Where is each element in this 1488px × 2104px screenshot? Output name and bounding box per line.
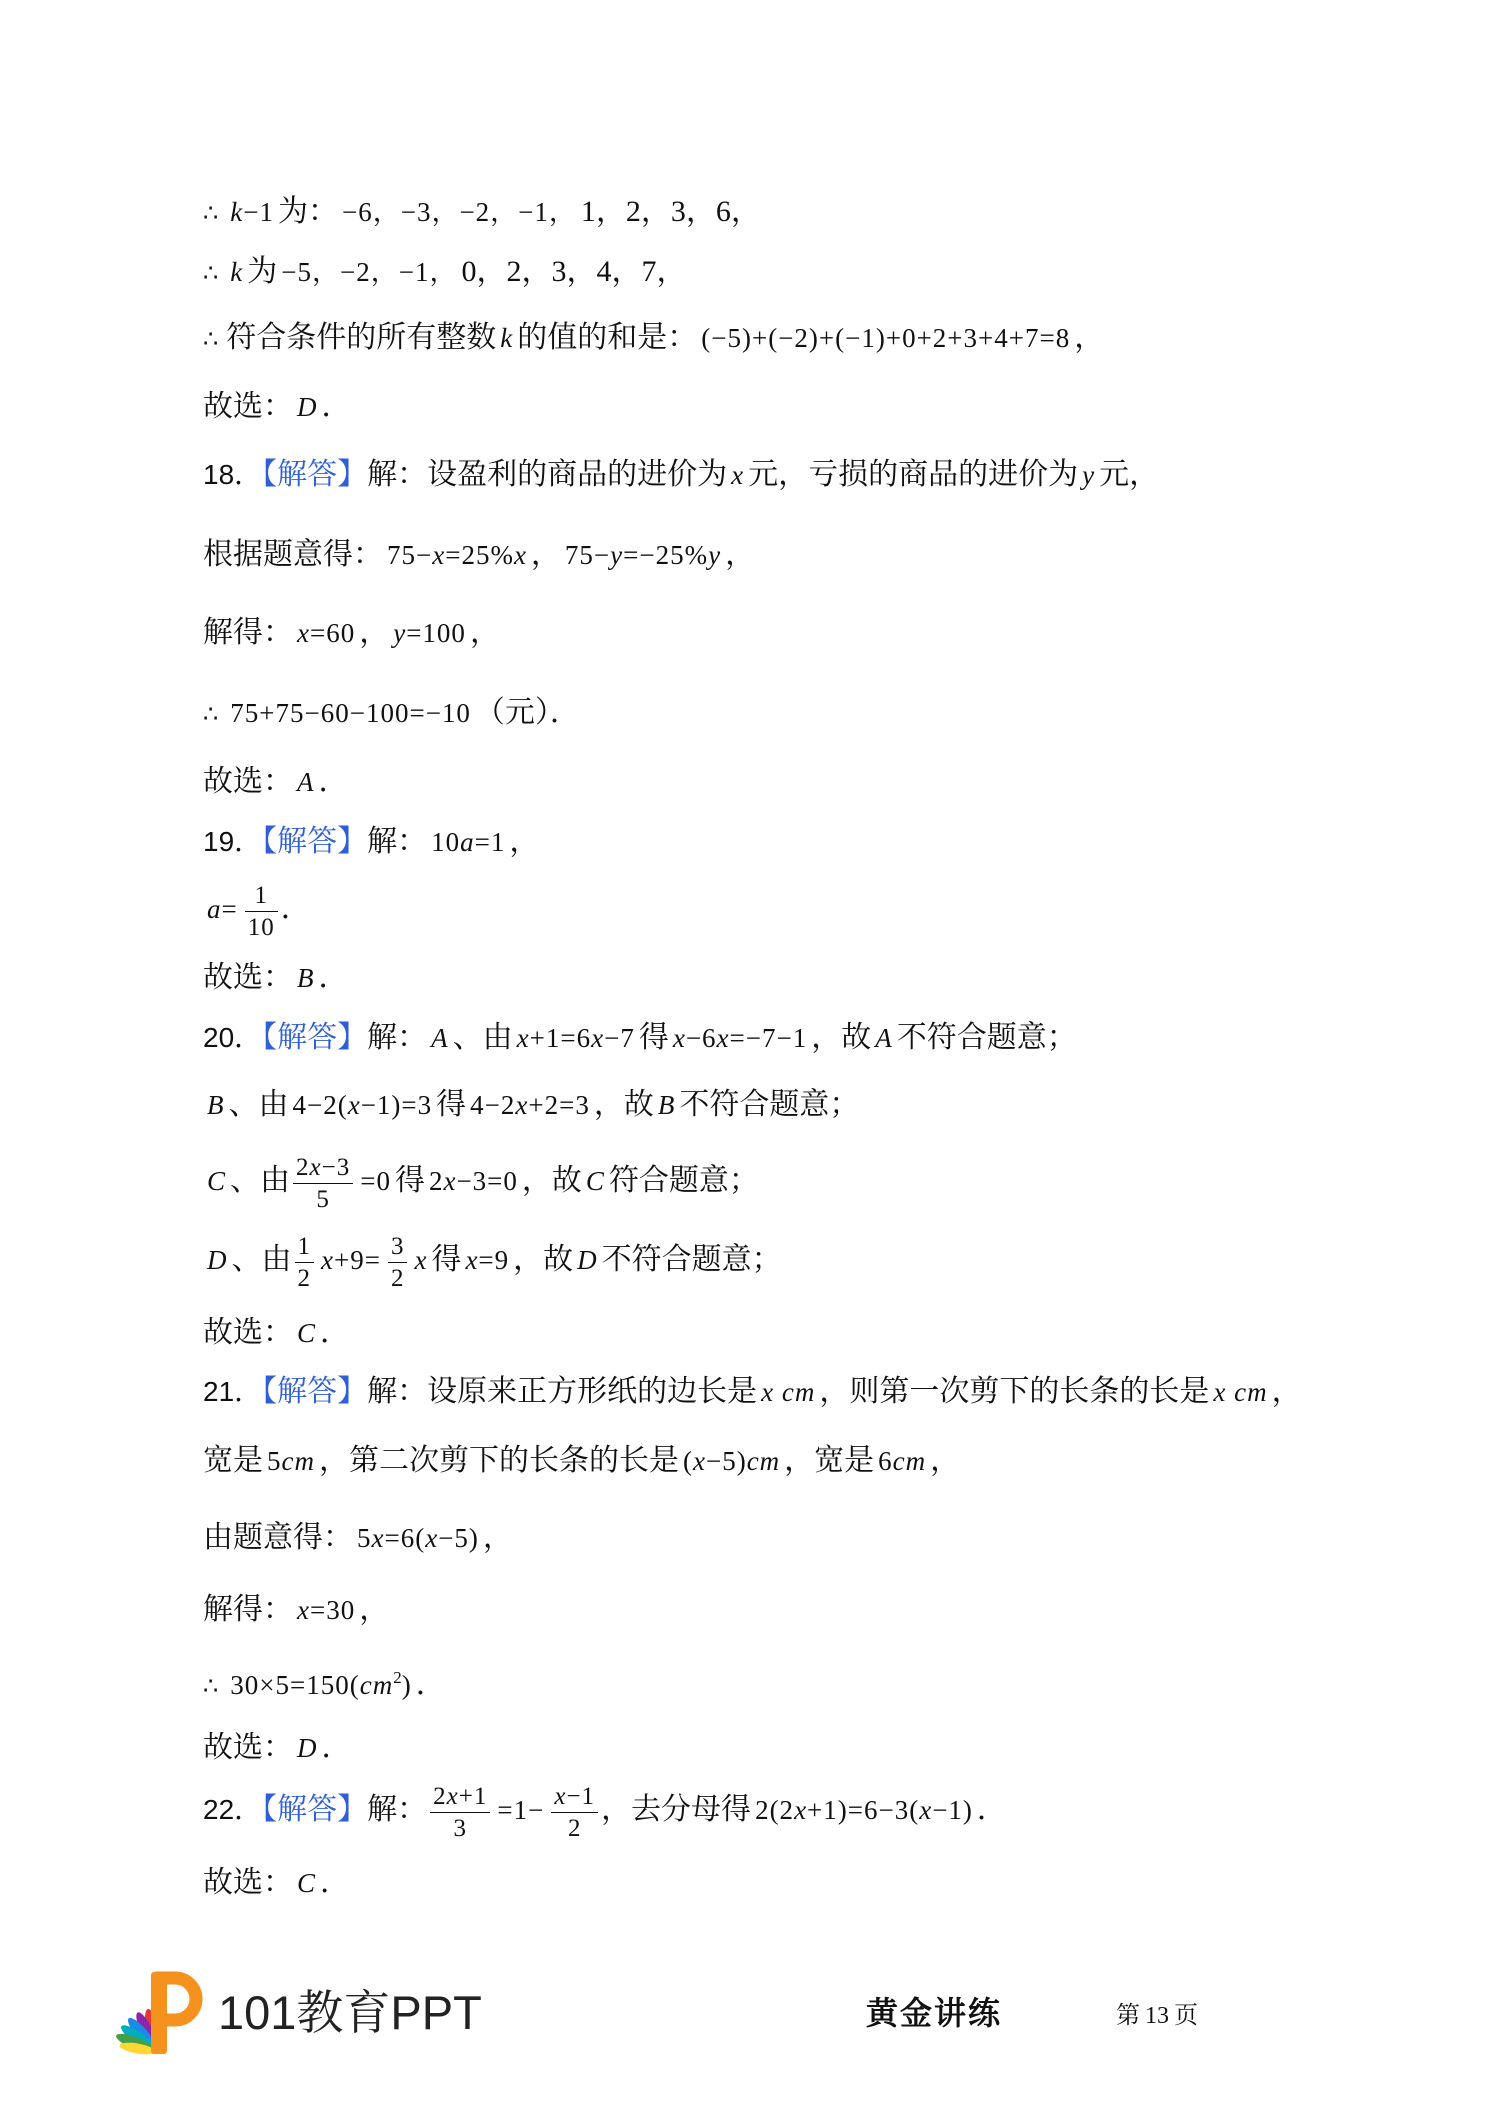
q18-line-4 xyxy=(203,683,580,743)
q19-line-2 xyxy=(203,879,311,939)
option-letter xyxy=(875,1023,893,1053)
therefore-symbol: ∴ xyxy=(203,199,219,227)
fraction-denominator: 3 xyxy=(430,1812,490,1844)
text: 宽是 xyxy=(203,1444,263,1477)
text: 解得： xyxy=(203,1593,293,1626)
math-variable: C xyxy=(585,1166,605,1196)
text: 、由 xyxy=(230,1164,291,1197)
option-letter xyxy=(577,1245,598,1275)
q20-line-1 xyxy=(203,1008,1077,1068)
value-list: −6，−3，−2，−1， xyxy=(342,197,577,227)
text: ， xyxy=(359,616,390,649)
math-variable: a xyxy=(460,827,475,857)
answer-choice xyxy=(297,963,315,993)
text: ． xyxy=(415,1668,446,1701)
option-letter xyxy=(586,1166,605,1196)
text: ， xyxy=(359,1593,390,1626)
text: ，故 xyxy=(521,1164,582,1197)
option-letter xyxy=(207,1090,225,1120)
fraction xyxy=(293,1152,353,1215)
therefore-symbol: ∴ xyxy=(203,700,219,728)
math-variable xyxy=(1082,460,1095,490)
text: ． xyxy=(976,1793,1007,1826)
answer-tag: 【解答】 xyxy=(262,458,368,491)
math-variable: C xyxy=(297,1318,317,1348)
text: ，宽是 xyxy=(784,1444,875,1477)
math-variable: x xyxy=(513,540,527,570)
math-variable: cm xyxy=(1234,1377,1268,1407)
q17-line-1 xyxy=(203,182,761,242)
math-variable: cm xyxy=(281,1446,315,1476)
q21-line-2 xyxy=(203,1431,960,1491)
math-variable: x xyxy=(465,1245,479,1275)
math-variable: x xyxy=(297,1595,310,1625)
q21-line-5 xyxy=(203,1648,446,1708)
math-variable: cm xyxy=(892,1446,927,1476)
answer-label: 故选： xyxy=(203,1731,293,1764)
math-variable: x xyxy=(309,1153,322,1181)
text: 解得： xyxy=(203,616,293,649)
answer-label: 故选： xyxy=(203,1866,293,1899)
fraction xyxy=(388,1231,408,1294)
math-variable: cm xyxy=(746,1446,781,1476)
answer-line xyxy=(203,1303,350,1363)
math-variable: y xyxy=(393,618,407,648)
fraction xyxy=(245,880,278,943)
page-suffix: 页 xyxy=(1174,2003,1198,2029)
math-variable: C xyxy=(297,1868,317,1898)
equation: 10a=1 xyxy=(431,827,506,857)
text: ． xyxy=(320,1316,351,1349)
answer-line xyxy=(203,1853,350,1913)
text: 解：设盈利的商品的进价为 xyxy=(367,458,728,491)
q20-line-3 xyxy=(203,1151,759,1211)
text: ，故 xyxy=(811,1021,872,1054)
question-number: 19． xyxy=(203,826,263,857)
series-title: 黄金讲练 xyxy=(866,1995,1003,2031)
answer-line xyxy=(203,1718,352,1778)
math-expression: 75+75−60−100=−10 xyxy=(230,698,471,728)
math-expression: (−5)+(−2)+(−1)+0+2+3+4+7=8 xyxy=(701,323,1071,353)
q21-line-4 xyxy=(203,1580,389,1640)
math-variable: x xyxy=(516,1023,530,1053)
q21-line-1 xyxy=(203,1362,1302,1422)
value-list: −5，−2，−1， xyxy=(281,257,458,287)
question-number: 18． xyxy=(203,459,263,490)
text: 由题意得： xyxy=(203,1521,353,1554)
fraction-numerator: 3 xyxy=(390,1232,405,1260)
math-variable: B xyxy=(657,1090,676,1120)
math-variable: x xyxy=(425,1523,439,1553)
fraction-denominator: 10 xyxy=(245,911,278,943)
math-variable: x xyxy=(554,1782,567,1810)
math-variable: x xyxy=(446,1782,459,1810)
q17-line-3 xyxy=(203,308,1104,368)
fraction-denominator: 2 xyxy=(551,1812,598,1844)
equation: x−6x=−7−1 xyxy=(672,1023,808,1053)
math-variable: x xyxy=(432,540,446,570)
q19-line-1 xyxy=(203,812,539,872)
answer-choice xyxy=(297,1868,316,1898)
q20-line-2 xyxy=(203,1075,859,1135)
math-variable: A xyxy=(431,1023,449,1053)
text: 为 xyxy=(247,255,278,288)
math-variable: x xyxy=(371,1523,385,1553)
math-variable: x xyxy=(591,1023,605,1053)
math-variable: A xyxy=(297,767,315,797)
math-expression: 5cm xyxy=(267,1446,315,1476)
text: （元）． xyxy=(474,696,580,729)
q20-line-4 xyxy=(203,1230,782,1290)
math-variable: x xyxy=(297,618,310,648)
math-variable: k xyxy=(500,323,514,353)
math-expression: k−1 xyxy=(230,197,274,227)
math-variable xyxy=(500,323,513,353)
text: ． xyxy=(321,390,352,423)
equation: x=9 xyxy=(465,1245,510,1275)
answer-label: 故选： xyxy=(203,765,293,798)
text: 不符合题意； xyxy=(896,1021,1077,1054)
fraction-denominator: 5 xyxy=(293,1183,353,1215)
text: 、由 xyxy=(452,1021,513,1054)
math-variable: x xyxy=(414,1245,428,1275)
equation: 4−2x+2=3 xyxy=(470,1090,590,1120)
text: ， xyxy=(509,825,540,858)
question-number: 20． xyxy=(203,1022,263,1053)
text: ． xyxy=(321,1731,352,1764)
answer-tag: 【解答】 xyxy=(262,1021,368,1054)
text: 得 xyxy=(436,1088,467,1121)
equation: 4−2(x−1)=3 xyxy=(292,1090,433,1120)
text: ． xyxy=(318,961,349,994)
option-letter xyxy=(207,1245,228,1275)
fraction-numerator: 1 xyxy=(297,1232,311,1260)
math-variable: x xyxy=(692,1446,706,1476)
q22-line-1 xyxy=(203,1780,1007,1840)
q21-line-3 xyxy=(203,1508,513,1568)
fraction-numerator: 2x−3 xyxy=(296,1153,351,1181)
equation: 5x=6(x−5) xyxy=(357,1523,479,1553)
q18-line-3 xyxy=(203,603,500,663)
fraction-denominator: 2 xyxy=(388,1262,408,1294)
equation: x+1=6x−7 xyxy=(516,1023,635,1053)
text: 解： xyxy=(367,825,428,858)
math-variable: x xyxy=(347,1090,361,1120)
text: 的值的和是： xyxy=(517,321,698,354)
value-list: 1，2，3，6， xyxy=(580,195,761,228)
value-list: 0，2，3，4，7， xyxy=(461,255,687,288)
math-variable: x xyxy=(321,1245,334,1275)
text: ， xyxy=(469,616,500,649)
math-variable xyxy=(731,460,744,490)
text: ， xyxy=(482,1521,513,1554)
therefore-symbol: ∴ xyxy=(203,325,219,353)
equation: 2x−3=0 xyxy=(428,1166,518,1196)
question-number: 21． xyxy=(203,1376,263,1407)
text: ． xyxy=(318,765,349,798)
math-variable: x xyxy=(443,1166,457,1196)
answer-choice xyxy=(297,767,315,797)
text: ． xyxy=(320,1866,351,1899)
math-variable: k xyxy=(230,257,244,287)
math-variable: y xyxy=(1082,460,1096,490)
fraction-numerator: x−1 xyxy=(554,1782,596,1810)
q18-line-2 xyxy=(203,525,755,585)
math-expression: =1− xyxy=(497,1795,545,1825)
answer-tag: 【解答】 xyxy=(262,825,368,858)
math-variable: y xyxy=(610,540,624,570)
math-expression: ) xyxy=(401,1670,412,1700)
text: 符合条件的所有整数 xyxy=(226,321,497,354)
math-variable: B xyxy=(207,1090,225,1120)
math-variable: cm xyxy=(781,1377,816,1407)
text: 元， xyxy=(1099,458,1160,491)
page-prefix: 第 xyxy=(1116,2003,1140,2029)
logo-icon xyxy=(113,1966,205,2060)
answer-label: 故选： xyxy=(203,961,293,994)
text: 、由 xyxy=(228,1088,289,1121)
math-variable: D xyxy=(297,1733,318,1763)
answer-line xyxy=(203,752,349,812)
fraction-numerator: 1 xyxy=(254,881,268,909)
math-variable: x xyxy=(672,1023,686,1053)
therefore-symbol: ∴ xyxy=(203,1672,219,1700)
equation: 2(2x+1)=6−3(x−1) xyxy=(755,1795,973,1825)
text: ，则第一次剪下的长条的长是 xyxy=(819,1375,1210,1408)
fraction xyxy=(551,1781,598,1844)
equation: 75−x=25%x xyxy=(387,540,527,570)
text: 解： xyxy=(367,1021,428,1054)
math-expression: a= xyxy=(207,894,238,924)
text: 得 xyxy=(431,1243,462,1276)
text: 不符合题意； xyxy=(601,1243,782,1276)
answer-tag: 【解答】 xyxy=(262,1793,368,1826)
text: 得 xyxy=(394,1164,425,1197)
option-letter xyxy=(658,1090,676,1120)
text: 符合题意； xyxy=(608,1164,759,1197)
page-number xyxy=(1116,1996,1198,2036)
logo-text: 101教育PPT xyxy=(218,1986,482,2039)
text: ， xyxy=(930,1444,961,1477)
answer-line xyxy=(203,377,352,437)
math-variable: k xyxy=(230,197,244,227)
text: ． xyxy=(280,892,311,925)
math-expression: 6cm xyxy=(878,1446,927,1476)
equation: x=30 xyxy=(297,1595,356,1625)
text: ， xyxy=(530,538,561,571)
text: 、由 xyxy=(231,1243,292,1276)
text: 解：设原来正方形纸的边长是 xyxy=(367,1375,758,1408)
therefore-symbol: ∴ xyxy=(203,259,219,287)
math-expression: x+9= xyxy=(321,1245,381,1275)
math-variable xyxy=(414,1245,427,1275)
answer-choice xyxy=(297,1318,316,1348)
text: ，去分母得 xyxy=(601,1793,752,1826)
math-expression: 30×5=150(cm xyxy=(230,1670,394,1700)
text: 元，亏损的商品的进价为 xyxy=(748,458,1079,491)
math-expression: =0 xyxy=(360,1166,391,1196)
text: 解： xyxy=(367,1793,428,1826)
text: 得 xyxy=(638,1021,669,1054)
math-variable: B xyxy=(297,963,315,993)
text: ，故 xyxy=(513,1243,574,1276)
math-variable: x xyxy=(731,460,745,490)
q18-line-1 xyxy=(203,445,1159,505)
math-variable: x xyxy=(794,1795,808,1825)
fraction-denominator: 2 xyxy=(295,1262,315,1294)
text: ，第二次剪下的长条的长是 xyxy=(318,1444,679,1477)
math-expression xyxy=(230,257,243,287)
text: 不符合题意； xyxy=(679,1088,860,1121)
math-variable: y xyxy=(708,540,722,570)
text: ，故 xyxy=(593,1088,654,1121)
math-variable: A xyxy=(875,1023,893,1053)
question-number: 22． xyxy=(203,1794,263,1825)
answer-label: 故选： xyxy=(203,1316,293,1349)
math-variable: cm xyxy=(359,1670,394,1700)
fraction-numerator: 2x+1 xyxy=(433,1782,488,1810)
math-variable: x xyxy=(919,1795,933,1825)
math-expression: (x−5)cm xyxy=(682,1446,781,1476)
answer-line xyxy=(203,948,349,1008)
text: 为： xyxy=(278,195,338,228)
math-variable: x xyxy=(716,1023,730,1053)
fraction xyxy=(430,1781,490,1844)
math-variable: D xyxy=(207,1245,228,1275)
answer-choice xyxy=(297,1733,318,1763)
q17-line-2 xyxy=(203,242,686,302)
text: ， xyxy=(725,538,756,571)
math-variable: x xyxy=(1213,1377,1227,1407)
math-variable: x xyxy=(761,1377,775,1407)
answer-tag: 【解答】 xyxy=(262,1375,368,1408)
option-letter xyxy=(431,1023,449,1053)
text: ， xyxy=(1271,1375,1302,1408)
option-letter xyxy=(207,1166,226,1196)
math-expression xyxy=(1213,1377,1267,1407)
equation: x=60 xyxy=(297,618,356,648)
answer-choice xyxy=(297,392,318,422)
math-variable: D xyxy=(297,392,318,422)
equation: 75−y=−25%y xyxy=(564,540,722,570)
math-variable: C xyxy=(207,1166,227,1196)
math-expression xyxy=(761,1377,815,1407)
text: ， xyxy=(1074,321,1105,354)
page-number-value: 13 xyxy=(1145,2003,1169,2029)
text: 根据题意得： xyxy=(203,538,383,571)
math-variable: a xyxy=(207,894,222,924)
math-variable: D xyxy=(577,1245,598,1275)
equation: y=100 xyxy=(393,618,466,648)
exponent: 2 xyxy=(393,1668,402,1687)
math-variable: x xyxy=(515,1090,529,1120)
fraction xyxy=(295,1231,315,1294)
answer-label: 故选： xyxy=(203,390,293,423)
